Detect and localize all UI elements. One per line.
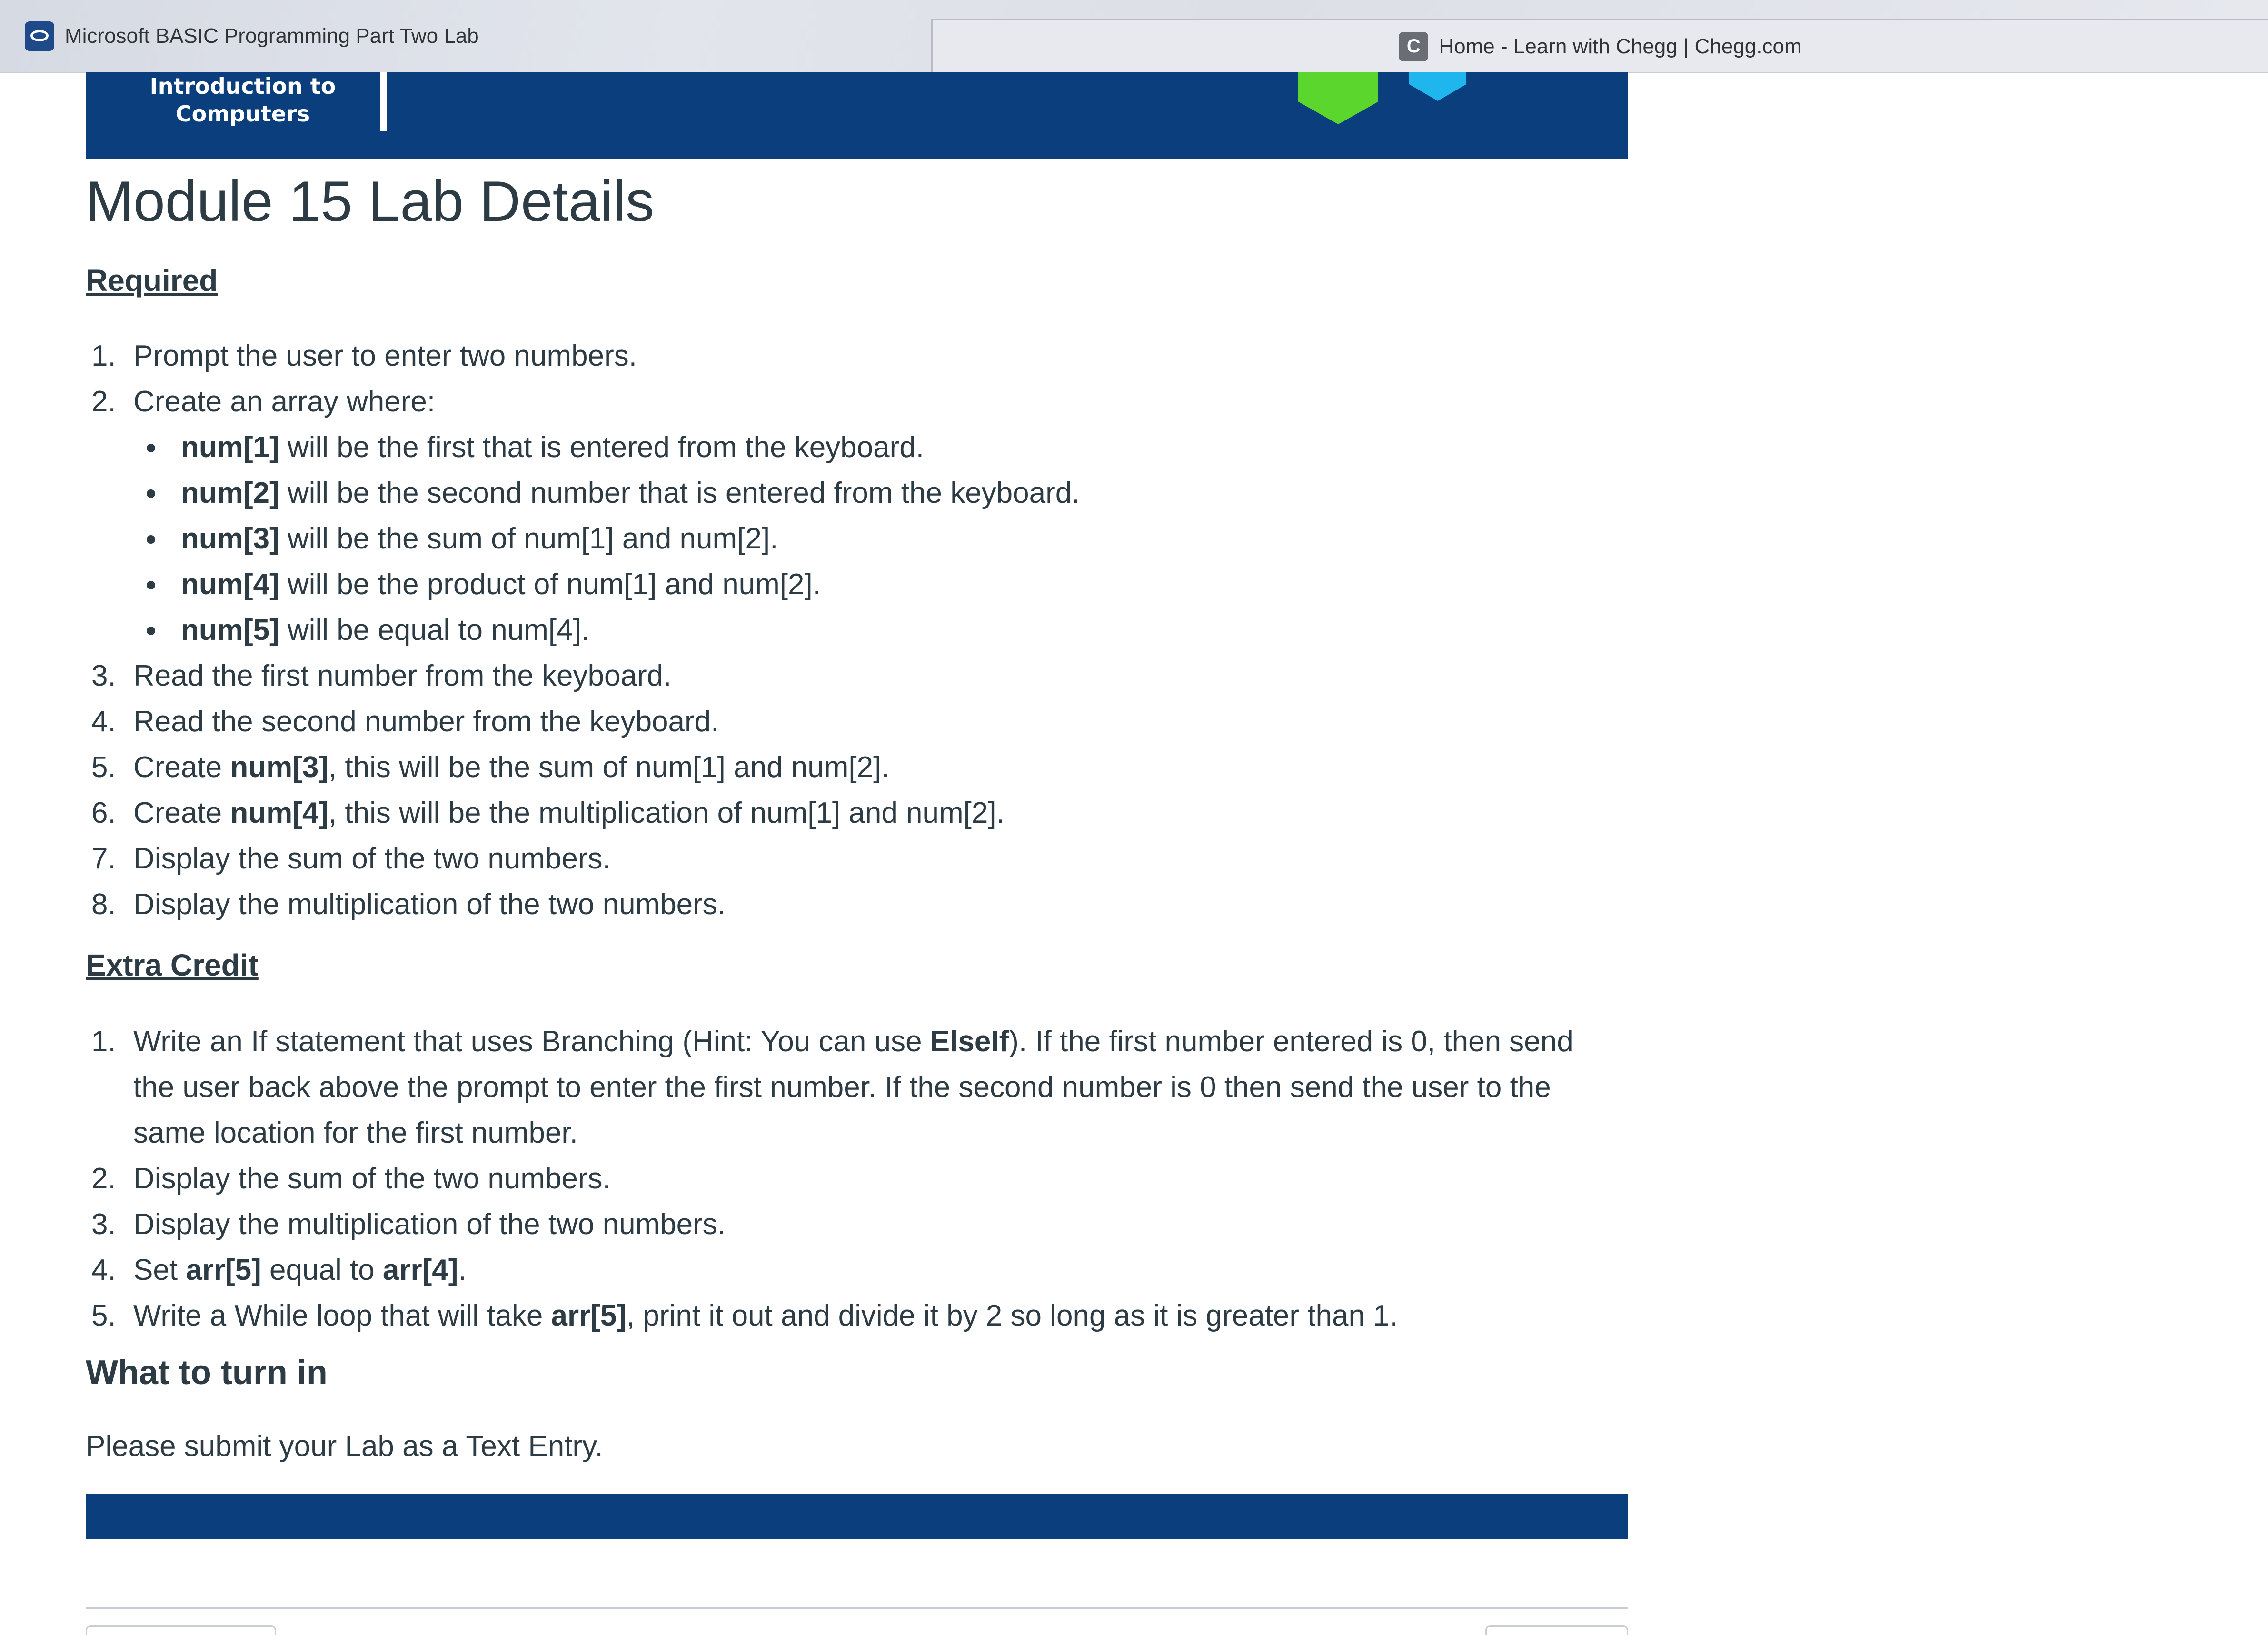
list-item: 7. Display the sum of the two numbers. xyxy=(91,842,611,875)
banner-line-2: Computers xyxy=(175,101,310,127)
extra-credit-list xyxy=(86,1019,1581,1339)
tab-microsoft-basic-lab[interactable] xyxy=(0,0,931,72)
previous-button[interactable] xyxy=(86,1625,276,1635)
list-item: 8. Display the multiplication of the two numbers. xyxy=(91,888,726,921)
array-definition-list xyxy=(133,425,1080,653)
list-item: 2. Create an array where: num[1] will be the first that is entered from the keyboard. num[2] will be the second number that is entered from the keyboard. num[3] will be the sum of num[1] and num[2]. num[4] will be the product of num[1] and num[2]. num[5] will be equal to num[4]. xyxy=(86,379,1080,653)
banner-divider xyxy=(380,72,387,131)
list-item: 5. Create num[3], this will be the sum of num[1] and num[2]. xyxy=(91,751,890,784)
sub-list-item: num[5] will be equal to num[4]. xyxy=(133,608,1080,653)
tab-chegg-home[interactable] xyxy=(931,19,2268,72)
sub-list-item: num[3] will be the sum of num[1] and num[2]. xyxy=(133,516,1080,562)
green-hexagon-decoration xyxy=(1298,72,1378,124)
page-title: Module 15 Lab Details xyxy=(86,169,655,233)
list-item: 1. Prompt the user to enter two numbers. xyxy=(91,339,637,372)
list-item: 4. Set arr[5] equal to arr[4]. xyxy=(91,1254,467,1286)
list-item: 5. Write a While loop that will take arr[5], print it out and divide it by 2 so long as it is greater than 1. xyxy=(91,1299,1398,1332)
list-item: 2. Display the sum of the two numbers. xyxy=(91,1162,611,1195)
list-item: 4. Read the second number from the keyboard. xyxy=(91,705,719,738)
blue-hexagon-decoration xyxy=(1409,72,1466,101)
next-button[interactable] xyxy=(1485,1625,1628,1635)
canvas-icon xyxy=(25,21,54,51)
list-item: 6. Create num[4], this will be the multiplication of num[1] and num[2]. xyxy=(91,797,1005,829)
list-item: 3. Display the multiplication of the two numbers. xyxy=(91,1208,726,1241)
extra-credit-heading: Extra Credit xyxy=(86,948,259,982)
list-item: 1. Write an If statement that uses Branching (Hint: You can use ElseIf). If the first number entered is 0, then send the user back above the prompt to enter the first number. If the second number is 0 then send the user to the same location for the first number. xyxy=(91,1025,1573,1149)
page-content xyxy=(86,72,1628,1463)
tab-title: Microsoft BASIC Programming Part Two Lab xyxy=(65,24,479,48)
sub-list-item: num[4] will be the product of num[1] and num[2]. xyxy=(133,562,1080,608)
tab-title: Home - Learn with Chegg | Chegg.com xyxy=(1439,34,1802,58)
banner-line-1: Introduction to xyxy=(149,73,336,99)
turn-in-text: Please submit your Lab as a Text Entry. xyxy=(86,1430,603,1463)
chegg-icon: C xyxy=(1399,32,1428,61)
required-heading: Required xyxy=(86,263,218,298)
sub-list-item: num[2] will be the second number that is entered from the keyboard. xyxy=(133,470,1080,516)
sub-list-item: num[1] will be the first that is entered from the keyboard. xyxy=(133,425,1080,470)
content-divider xyxy=(86,1607,1628,1609)
required-list xyxy=(86,333,1080,927)
header-banner xyxy=(86,72,1628,159)
browser-tab-strip xyxy=(0,0,2268,73)
turn-in-heading: What to turn in xyxy=(86,1354,328,1392)
list-item: 3. Read the first number from the keyboard. xyxy=(91,659,672,692)
banner-course-name xyxy=(143,72,343,128)
footer-banner xyxy=(86,1494,1628,1539)
